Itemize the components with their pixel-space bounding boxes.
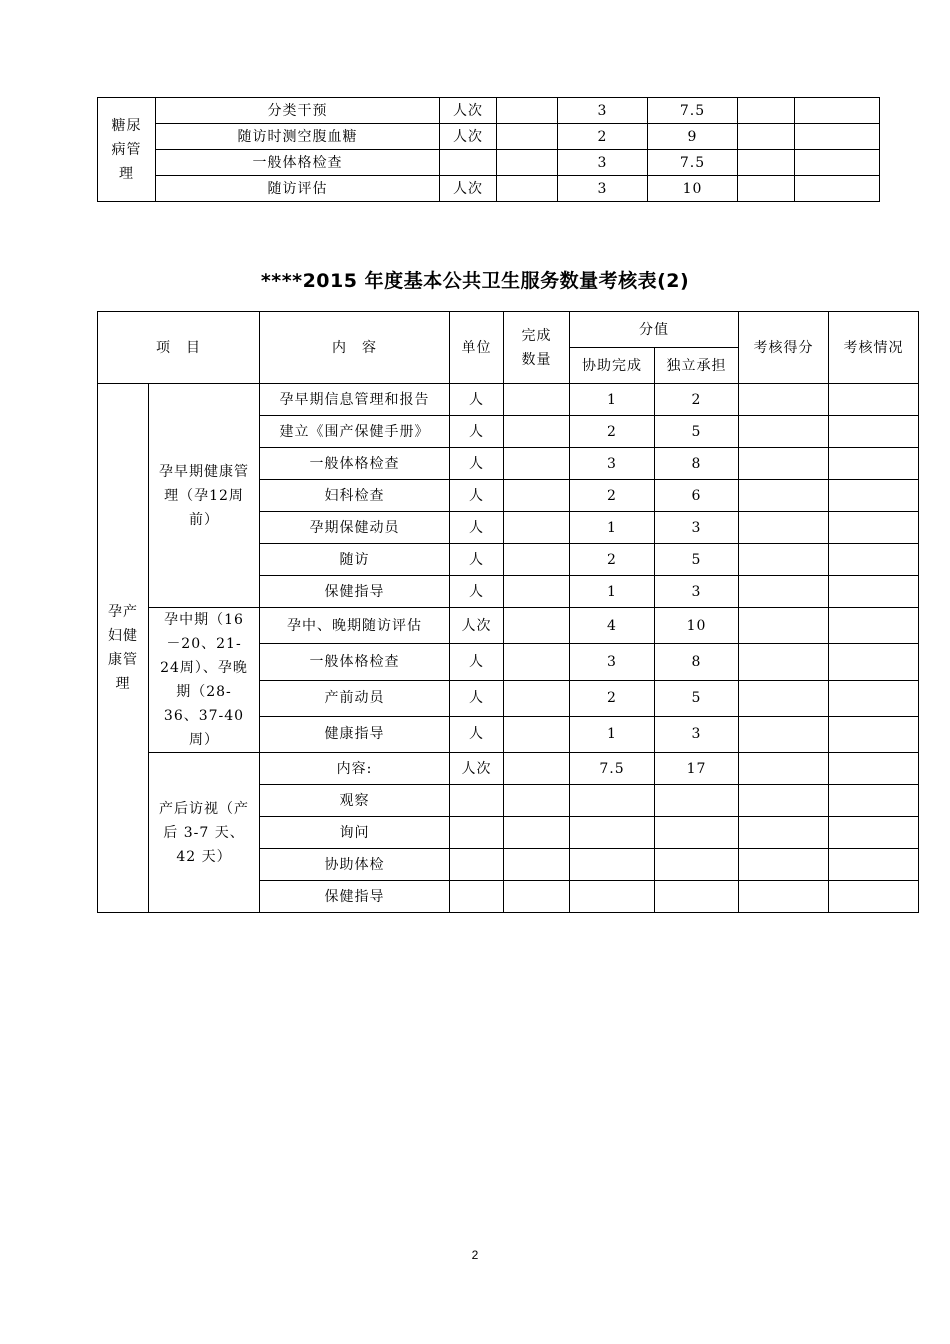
status-cell <box>829 480 919 512</box>
unit-cell: 人 <box>450 544 504 576</box>
content-cell: 健康指导 <box>260 716 450 752</box>
status-cell <box>829 817 919 849</box>
category-cell: 糖尿病管理 <box>98 98 156 202</box>
done-cell <box>504 881 570 913</box>
independent-cell: 3 <box>655 512 739 544</box>
header-status: 考核情况 <box>829 312 919 384</box>
independent-cell: 2 <box>655 384 739 416</box>
assist-cell <box>570 817 655 849</box>
assist-cell: 3 <box>558 176 648 202</box>
unit-cell: 人 <box>450 480 504 512</box>
page-number: 2 <box>471 1248 479 1262</box>
table-row <box>98 176 880 202</box>
assist-cell: 2 <box>570 480 655 512</box>
header-item: 项 目 <box>98 312 260 384</box>
assist-cell: 7.5 <box>570 753 655 785</box>
status-cell <box>795 98 880 124</box>
assist-cell: 1 <box>570 512 655 544</box>
content-cell: 妇科检查 <box>260 480 450 512</box>
independent-cell: 6 <box>655 480 739 512</box>
independent-cell <box>655 817 739 849</box>
score-cell <box>738 176 795 202</box>
unit-cell: 人次 <box>450 608 504 644</box>
unit-cell <box>450 881 504 913</box>
done-cell <box>504 680 570 716</box>
table-row <box>98 124 880 150</box>
status-cell <box>829 608 919 644</box>
assist-cell: 2 <box>570 416 655 448</box>
assist-cell: 4 <box>570 608 655 644</box>
status-cell <box>795 150 880 176</box>
unit-cell: 人次 <box>440 176 497 202</box>
done-cell <box>504 644 570 680</box>
independent-cell: 7.5 <box>648 98 738 124</box>
content-cell: 保健指导 <box>260 576 450 608</box>
independent-cell: 17 <box>655 753 739 785</box>
content-cell: 一般体格检查 <box>260 448 450 480</box>
status-cell <box>829 644 919 680</box>
category-cell: 孕产妇健康管理 <box>98 384 149 913</box>
assist-cell: 2 <box>558 124 648 150</box>
done-cell <box>497 176 558 202</box>
unit-cell: 人次 <box>440 98 497 124</box>
status-cell <box>829 448 919 480</box>
done-cell <box>504 448 570 480</box>
header-row-1 <box>98 312 919 348</box>
content-cell: 随访时测空腹血糖 <box>156 124 440 150</box>
unit-cell: 人 <box>450 644 504 680</box>
unit-cell: 人 <box>450 576 504 608</box>
score-cell <box>739 480 829 512</box>
score-cell <box>739 608 829 644</box>
content-cell: 分类干预 <box>156 98 440 124</box>
score-cell <box>739 881 829 913</box>
status-cell <box>829 512 919 544</box>
independent-cell: 3 <box>655 576 739 608</box>
independent-cell: 3 <box>655 716 739 752</box>
unit-cell <box>450 785 504 817</box>
independent-cell: 10 <box>648 176 738 202</box>
done-cell <box>504 544 570 576</box>
status-cell <box>829 680 919 716</box>
score-cell <box>739 448 829 480</box>
assist-cell: 1 <box>570 384 655 416</box>
table2-title: ****2015 年度基本公共卫生服务数量考核表(2) <box>260 270 690 292</box>
status-cell <box>829 785 919 817</box>
score-cell <box>739 680 829 716</box>
independent-cell: 8 <box>655 644 739 680</box>
table-row <box>98 150 880 176</box>
score-cell <box>739 384 829 416</box>
done-cell <box>504 512 570 544</box>
assist-cell: 1 <box>570 716 655 752</box>
unit-cell: 人 <box>450 716 504 752</box>
assist-cell <box>570 881 655 913</box>
independent-cell: 5 <box>655 680 739 716</box>
independent-cell: 9 <box>648 124 738 150</box>
score-cell <box>739 644 829 680</box>
header-score: 考核得分 <box>739 312 829 384</box>
done-cell <box>504 416 570 448</box>
done-cell <box>497 150 558 176</box>
group-cell: 孕早期健康管理（孕12周前） <box>149 384 260 608</box>
done-cell <box>497 124 558 150</box>
status-cell <box>829 849 919 881</box>
assist-cell: 3 <box>558 150 648 176</box>
content-cell: 建立《围产保健手册》 <box>260 416 450 448</box>
assist-cell <box>570 785 655 817</box>
content-cell: 产前动员 <box>260 680 450 716</box>
content-cell: 随访评估 <box>156 176 440 202</box>
content-cell: 孕期保健动员 <box>260 512 450 544</box>
unit-cell: 人 <box>450 512 504 544</box>
assist-cell <box>570 849 655 881</box>
table-row <box>98 384 919 416</box>
done-cell <box>504 608 570 644</box>
score-cell <box>739 849 829 881</box>
score-cell <box>739 576 829 608</box>
done-cell <box>497 98 558 124</box>
done-cell <box>504 716 570 752</box>
done-cell <box>504 849 570 881</box>
header-unit: 单位 <box>450 312 504 384</box>
independent-cell: 8 <box>655 448 739 480</box>
score-cell <box>739 716 829 752</box>
independent-cell <box>655 785 739 817</box>
group-cell: 孕中期（16－20、21-24周）、孕晚期（28-36、37-40周） <box>149 608 260 753</box>
unit-cell <box>450 817 504 849</box>
done-cell <box>504 785 570 817</box>
score-cell <box>738 150 795 176</box>
done-cell <box>504 817 570 849</box>
independent-cell <box>655 849 739 881</box>
status-cell <box>829 416 919 448</box>
assist-cell: 2 <box>570 544 655 576</box>
content-cell: 协助体检 <box>260 849 450 881</box>
independent-cell: 7.5 <box>648 150 738 176</box>
assist-cell: 2 <box>570 680 655 716</box>
independent-cell: 5 <box>655 416 739 448</box>
content-cell: 保健指导 <box>260 881 450 913</box>
content-cell: 随访 <box>260 544 450 576</box>
independent-cell <box>655 881 739 913</box>
status-cell <box>795 124 880 150</box>
assist-cell: 3 <box>558 98 648 124</box>
content-cell: 孕中、晚期随访评估 <box>260 608 450 644</box>
score-cell <box>738 98 795 124</box>
unit-cell: 人 <box>450 384 504 416</box>
table-row <box>98 753 919 785</box>
independent-cell: 5 <box>655 544 739 576</box>
content-cell: 一般体格检查 <box>260 644 450 680</box>
unit-cell: 人 <box>450 680 504 716</box>
unit-cell: 人次 <box>440 124 497 150</box>
group-cell: 产后访视（产后 3-7 天、42 天） <box>149 753 260 913</box>
assist-cell: 1 <box>570 576 655 608</box>
done-cell <box>504 753 570 785</box>
assist-cell: 3 <box>570 448 655 480</box>
score-cell <box>739 753 829 785</box>
score-cell <box>739 512 829 544</box>
score-cell <box>739 785 829 817</box>
unit-cell: 人次 <box>450 753 504 785</box>
done-cell <box>504 480 570 512</box>
header-value: 分值 <box>570 312 739 348</box>
table-row <box>98 608 919 644</box>
independent-cell: 10 <box>655 608 739 644</box>
status-cell <box>829 753 919 785</box>
maternal-health-table <box>97 311 919 913</box>
content-cell: 内容: <box>260 753 450 785</box>
status-cell <box>829 881 919 913</box>
status-cell <box>829 544 919 576</box>
status-cell <box>829 716 919 752</box>
unit-cell <box>440 150 497 176</box>
done-cell <box>504 384 570 416</box>
header-done: 完成数量 <box>504 312 570 384</box>
score-cell <box>739 416 829 448</box>
score-cell <box>738 124 795 150</box>
header-content: 内 容 <box>260 312 450 384</box>
content-cell: 观察 <box>260 785 450 817</box>
status-cell <box>829 576 919 608</box>
done-cell <box>504 576 570 608</box>
unit-cell: 人 <box>450 448 504 480</box>
unit-cell: 人 <box>450 416 504 448</box>
header-independent: 独立承担 <box>655 348 739 384</box>
status-cell <box>829 384 919 416</box>
score-cell <box>739 817 829 849</box>
content-cell: 一般体格检查 <box>156 150 440 176</box>
assist-cell: 3 <box>570 644 655 680</box>
table-row <box>98 98 880 124</box>
score-cell <box>739 544 829 576</box>
header-assist: 协助完成 <box>570 348 655 384</box>
status-cell <box>795 176 880 202</box>
content-cell: 孕早期信息管理和报告 <box>260 384 450 416</box>
content-cell: 询问 <box>260 817 450 849</box>
diabetes-table <box>97 97 880 202</box>
unit-cell <box>450 849 504 881</box>
